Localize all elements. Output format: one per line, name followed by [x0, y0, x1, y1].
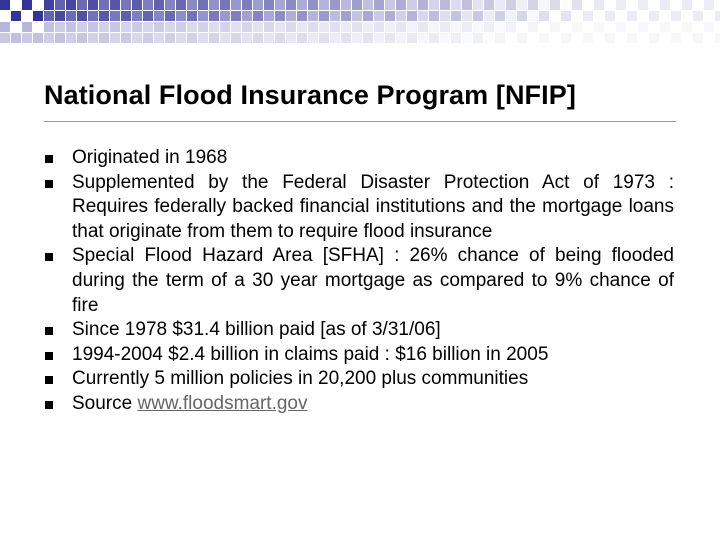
bullet-square-icon — [45, 376, 53, 384]
checker-cell — [187, 11, 197, 21]
checker-cell — [132, 0, 142, 10]
checker-cell — [429, 11, 439, 21]
checker-cell — [352, 11, 362, 21]
checker-cell — [308, 11, 318, 21]
checker-cell — [44, 11, 54, 21]
checker-cell — [275, 0, 285, 10]
checker-cell — [209, 11, 219, 21]
checker-cell — [671, 11, 681, 21]
bullet-square-icon — [45, 401, 53, 409]
checker-cell — [187, 0, 197, 10]
checker-cell — [121, 11, 131, 21]
checker-cell — [649, 0, 659, 10]
checker-cell — [660, 0, 670, 10]
checker-cell — [550, 0, 560, 10]
checker-cell — [66, 11, 76, 21]
checker-cell — [44, 0, 54, 10]
bullet-item: Originated in 1968 — [44, 146, 674, 171]
checker-cell — [110, 0, 120, 10]
checker-cell — [539, 11, 549, 21]
checker-cell — [550, 11, 560, 21]
checker-cell — [429, 0, 439, 10]
checker-cell — [99, 0, 109, 10]
checker-cell — [198, 11, 208, 21]
checker-cell — [165, 0, 175, 10]
bullet-square-icon — [45, 327, 53, 335]
checker-cell — [583, 11, 593, 21]
title-divider — [44, 121, 676, 122]
checker-cell — [242, 0, 252, 10]
checker-cell — [231, 0, 241, 10]
checker-cell — [55, 0, 65, 10]
checker-cell — [572, 0, 582, 10]
checker-cell — [638, 0, 648, 10]
checker-cell — [330, 11, 340, 21]
checker-cell — [297, 0, 307, 10]
bullet-item: Since 1978 $31.4 billion paid [as of 3/31/06] — [44, 318, 674, 343]
checker-cell — [0, 11, 10, 21]
checker-cell — [682, 0, 692, 10]
checker-cell — [418, 11, 428, 21]
header-checker-pattern — [0, 0, 720, 46]
checker-cell — [231, 11, 241, 21]
checker-cell — [22, 0, 32, 10]
checker-cell — [253, 11, 263, 21]
checker-cell — [638, 11, 648, 21]
checker-cell — [176, 11, 186, 21]
checker-cell — [594, 11, 604, 21]
checker-cell — [143, 11, 153, 21]
checker-cell — [66, 0, 76, 10]
checker-cell — [286, 0, 296, 10]
checker-cell — [704, 11, 714, 21]
checker-cell — [154, 11, 164, 21]
checker-cell — [440, 11, 450, 21]
checker-cell — [77, 11, 87, 21]
checker-cell — [110, 11, 120, 21]
checker-cell — [715, 0, 720, 10]
checker-fade — [0, 22, 720, 46]
checker-cell — [660, 11, 670, 21]
checker-cell — [605, 11, 615, 21]
checker-cell — [264, 11, 274, 21]
checker-cell — [220, 0, 230, 10]
checker-cell — [341, 11, 351, 21]
checker-cell — [616, 11, 626, 21]
checker-cell — [165, 11, 175, 21]
checker-cell — [33, 0, 43, 10]
checker-cell — [77, 0, 87, 10]
checker-cell — [352, 0, 362, 10]
checker-cell — [649, 11, 659, 21]
checker-cell — [473, 0, 483, 10]
checker-cell — [528, 0, 538, 10]
checker-cell — [517, 11, 527, 21]
checker-cell — [374, 11, 384, 21]
checker-cell — [11, 0, 21, 10]
checker-cell — [704, 0, 714, 10]
checker-cell — [539, 0, 549, 10]
checker-cell — [22, 11, 32, 21]
checker-cell — [143, 0, 153, 10]
checker-cell — [88, 0, 98, 10]
checker-cell — [385, 0, 395, 10]
checker-cell — [396, 0, 406, 10]
checker-cell — [517, 0, 527, 10]
checker-cell — [528, 11, 538, 21]
checker-cell — [451, 0, 461, 10]
checker-cell — [715, 11, 720, 21]
checker-cell — [176, 0, 186, 10]
checker-cell — [33, 11, 43, 21]
bullet-square-icon — [45, 352, 53, 360]
checker-cell — [693, 0, 703, 10]
checker-cell — [132, 11, 142, 21]
checker-cell — [506, 11, 516, 21]
checker-cell — [627, 0, 637, 10]
checker-cell — [396, 11, 406, 21]
checker-cell — [330, 0, 340, 10]
checker-cell — [506, 0, 516, 10]
checker-cell — [627, 11, 637, 21]
checker-cell — [440, 0, 450, 10]
checker-cell — [385, 11, 395, 21]
checker-cell — [561, 0, 571, 10]
bullet-item: Special Flood Hazard Area [SFHA] : 26% chance of being flooded during the term of a 30 year mortgage as compared to 9% chance of fire — [44, 244, 674, 318]
checker-cell — [308, 0, 318, 10]
checker-cell — [209, 0, 219, 10]
checker-cell — [462, 11, 472, 21]
checker-cell — [99, 11, 109, 21]
checker-cell — [88, 11, 98, 21]
bullet-item: 1994-2004 $2.4 billion in claims paid : $16 billion in 2005 — [44, 343, 674, 368]
checker-cell — [451, 11, 461, 21]
checker-cell — [319, 0, 329, 10]
checker-cell — [154, 0, 164, 10]
checker-cell — [198, 0, 208, 10]
bullet-item: Supplemented by the Federal Disaster Protection Act of 1973 : Requires federally backed financial institutions and the mortgage loans that originate from them to require flood insurance — [44, 171, 674, 245]
checker-cell — [407, 11, 417, 21]
checker-cell — [418, 0, 428, 10]
checker-cell — [55, 11, 65, 21]
checker-cell — [319, 11, 329, 21]
checker-cell — [462, 0, 472, 10]
bullet-list — [44, 146, 674, 417]
bullet-square-icon — [45, 253, 53, 261]
checker-cell — [275, 11, 285, 21]
checker-cell — [374, 0, 384, 10]
checker-cell — [264, 0, 274, 10]
checker-cell — [253, 0, 263, 10]
checker-cell — [341, 0, 351, 10]
checker-cell — [561, 11, 571, 21]
checker-cell — [484, 0, 494, 10]
bullet-square-icon — [45, 155, 53, 163]
checker-cell — [286, 11, 296, 21]
checker-cell — [0, 0, 10, 10]
checker-cell — [671, 0, 681, 10]
checker-cell — [11, 11, 21, 21]
checker-cell — [682, 11, 692, 21]
slide-title: National Flood Insurance Program [NFIP] — [44, 80, 576, 110]
checker-cell — [616, 0, 626, 10]
checker-cell — [121, 0, 131, 10]
checker-cell — [363, 0, 373, 10]
checker-cell — [297, 11, 307, 21]
checker-cell — [572, 11, 582, 21]
checker-cell — [473, 11, 483, 21]
checker-cell — [484, 11, 494, 21]
bullet-item: Currently 5 million policies in 20,200 plus communities — [44, 367, 674, 392]
checker-cell — [605, 0, 615, 10]
checker-cell — [594, 0, 604, 10]
checker-cell — [363, 11, 373, 21]
source-link[interactable]: www.floodsmart.gov — [137, 392, 308, 414]
checker-cell — [495, 0, 505, 10]
checker-cell — [583, 0, 593, 10]
bullet-square-icon — [45, 180, 53, 188]
checker-cell — [242, 11, 252, 21]
checker-cell — [220, 11, 230, 21]
bullet-item-source: Source www.floodsmart.gov — [44, 392, 674, 417]
checker-cell — [407, 0, 417, 10]
checker-cell — [693, 11, 703, 21]
checker-cell — [495, 11, 505, 21]
